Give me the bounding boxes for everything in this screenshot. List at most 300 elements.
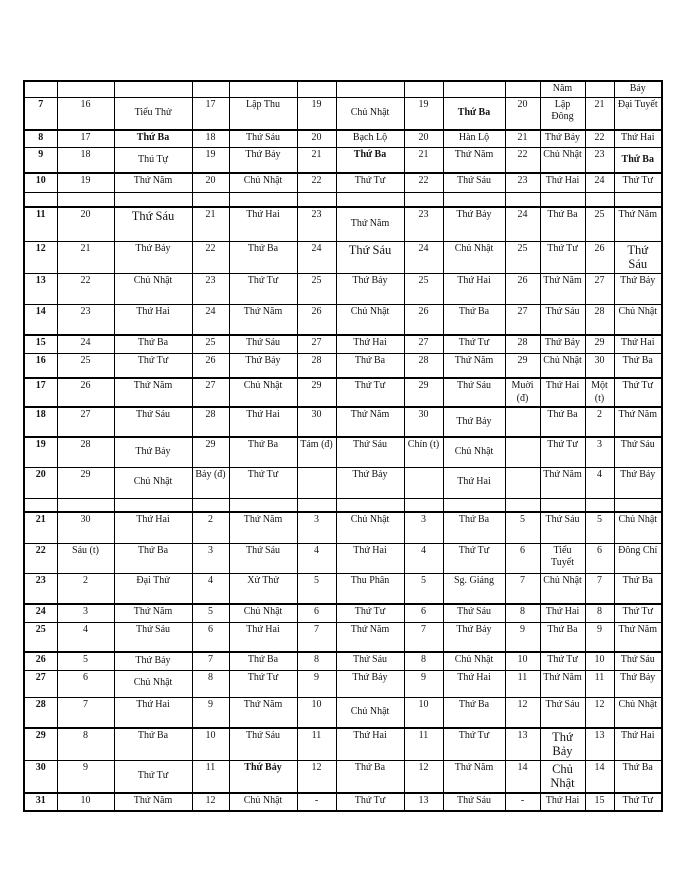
day-name-cell: Thứ Năm: [540, 670, 585, 697]
day-name-cell: Chủ Nhật: [443, 437, 505, 467]
day-name-cell: Thứ Bảy: [336, 273, 404, 304]
day-name-cell: Thứ Sáu: [443, 604, 505, 622]
date-number-cell: 5: [585, 512, 614, 543]
date-number-cell: [404, 192, 443, 207]
date-number-cell: 25: [57, 353, 114, 378]
date-number-cell: 24: [192, 304, 229, 335]
day-name-cell: [540, 192, 585, 207]
date-number-cell: 12: [192, 793, 229, 811]
table-row: [24, 130, 662, 147]
date-number-cell: [585, 498, 614, 512]
table-row: [24, 335, 662, 353]
row-number-cell: 15: [24, 335, 57, 353]
day-name-cell: Chủ Nhật: [114, 273, 192, 304]
day-name-cell: Thứ Sáu: [229, 130, 297, 147]
day-name-cell: Thứ Ba: [614, 353, 662, 378]
day-name-cell: Thứ Bảy: [229, 147, 297, 173]
row-number-cell: 17: [24, 378, 57, 407]
date-number-cell: 23: [404, 207, 443, 241]
day-name-cell: Thứ Năm: [229, 697, 297, 728]
day-name-cell: Chủ Nhật: [540, 147, 585, 173]
day-name-cell: Thứ Năm: [443, 353, 505, 378]
day-name-cell: Thứ Hai: [443, 273, 505, 304]
table-row: [24, 543, 662, 573]
date-number-cell: 25: [505, 241, 540, 273]
day-name-cell: Thứ Bảy: [540, 728, 585, 760]
day-name-cell: Thứ Ba: [540, 407, 585, 437]
day-name-cell: Thứ Tư: [336, 793, 404, 811]
date-number-cell: 24: [505, 207, 540, 241]
day-name-cell: Thứ Ba: [614, 760, 662, 792]
date-number-cell: 26: [57, 378, 114, 407]
date-number-cell: 4: [585, 467, 614, 498]
date-number-cell: [297, 467, 336, 498]
day-name-cell: Chủ Nhật: [114, 670, 192, 697]
day-name-cell: Chủ Nhật: [614, 304, 662, 335]
day-name-cell: Thứ Tư: [540, 241, 585, 273]
day-name-cell: Thứ Sáu: [114, 622, 192, 652]
date-number-cell: 3: [404, 512, 443, 543]
row-number-cell: 24: [24, 604, 57, 622]
date-number-cell: 17: [57, 130, 114, 147]
day-name-cell: Thứ Ba: [443, 97, 505, 130]
day-name-cell: Thứ Sáu: [229, 335, 297, 353]
table-row: [24, 437, 662, 467]
day-name-cell: Thứ Bảy: [229, 760, 297, 792]
day-name-cell: Thứ Hai: [443, 467, 505, 498]
date-number-cell: 9: [585, 622, 614, 652]
day-name-cell: Thứ Sáu: [443, 378, 505, 407]
row-number-cell: [24, 192, 57, 207]
date-number-cell: 7: [192, 652, 229, 670]
day-name-cell: Thứ Hai: [540, 604, 585, 622]
day-name-cell: [114, 192, 192, 207]
day-name-cell: [229, 192, 297, 207]
date-number-cell: 27: [505, 304, 540, 335]
day-name-cell: Thứ Ba: [114, 543, 192, 573]
table-row: [24, 97, 662, 130]
day-name-cell: [443, 81, 505, 97]
day-name-cell: Thứ Tư: [614, 378, 662, 407]
date-number-cell: Một (t): [585, 378, 614, 407]
date-number-cell: 28: [505, 335, 540, 353]
row-number-cell: 21: [24, 512, 57, 543]
day-name-cell: Tiểu Tuyết: [540, 543, 585, 573]
day-name-cell: Thứ Năm: [540, 467, 585, 498]
date-number-cell: 7: [404, 622, 443, 652]
date-number-cell: [57, 498, 114, 512]
date-number-cell: 13: [585, 728, 614, 760]
date-number-cell: 20: [57, 207, 114, 241]
day-name-cell: Thứ Hai: [614, 335, 662, 353]
day-name-cell: Thứ Sáu: [443, 793, 505, 811]
day-name-cell: Thứ Hai: [114, 697, 192, 728]
day-name-cell: Thứ Bảy: [443, 622, 505, 652]
day-name-cell: Tiểu Thử: [114, 97, 192, 130]
date-number-cell: 6: [585, 543, 614, 573]
day-name-cell: Thu Phân: [336, 573, 404, 604]
table-row: [24, 378, 662, 407]
date-number-cell: 23: [297, 207, 336, 241]
day-name-cell: Thứ Tư: [336, 604, 404, 622]
day-name-cell: Chủ Nhật: [540, 760, 585, 792]
date-number-cell: [505, 407, 540, 437]
date-number-cell: 21: [505, 130, 540, 147]
date-number-cell: 6: [57, 670, 114, 697]
date-number-cell: 5: [404, 573, 443, 604]
day-name-cell: Đông Chí: [614, 543, 662, 573]
date-number-cell: 14: [585, 760, 614, 792]
day-name-cell: Năm: [540, 81, 585, 97]
day-name-cell: [114, 81, 192, 97]
day-name-cell: Thứ Bảy: [114, 437, 192, 467]
date-number-cell: 16: [57, 97, 114, 130]
day-name-cell: Thứ Tư: [336, 173, 404, 192]
date-number-cell: [505, 467, 540, 498]
day-name-cell: Thứ Ba: [614, 147, 662, 173]
date-number-cell: [505, 81, 540, 97]
date-number-cell: 21: [297, 147, 336, 173]
date-number-cell: 23: [57, 304, 114, 335]
day-name-cell: Thứ Hai: [114, 512, 192, 543]
date-number-cell: 28: [192, 407, 229, 437]
date-number-cell: Tám (đ): [297, 437, 336, 467]
day-name-cell: Thứ Sáu: [229, 728, 297, 760]
date-number-cell: 26: [585, 241, 614, 273]
day-name-cell: Thứ Hai: [229, 207, 297, 241]
date-number-cell: 21: [192, 207, 229, 241]
date-number-cell: 14: [505, 760, 540, 792]
day-name-cell: Thứ Sáu: [540, 697, 585, 728]
date-number-cell: 21: [404, 147, 443, 173]
date-number-cell: [505, 498, 540, 512]
date-number-cell: 6: [505, 543, 540, 573]
table-row: [24, 652, 662, 670]
day-name-cell: Thứ Ba: [614, 573, 662, 604]
date-number-cell: 13: [505, 728, 540, 760]
date-number-cell: 7: [297, 622, 336, 652]
date-number-cell: 4: [192, 573, 229, 604]
date-number-cell: 25: [585, 207, 614, 241]
table-row: [24, 512, 662, 543]
date-number-cell: [505, 437, 540, 467]
day-name-cell: Thứ Sáu: [540, 512, 585, 543]
header-row: [24, 81, 662, 97]
day-name-cell: Thứ Tư: [114, 760, 192, 792]
date-number-cell: 24: [585, 173, 614, 192]
table-row: [24, 147, 662, 173]
date-number-cell: -: [505, 793, 540, 811]
date-number-cell: 22: [297, 173, 336, 192]
date-number-cell: 13: [404, 793, 443, 811]
date-number-cell: 20: [505, 97, 540, 130]
day-name-cell: Thứ Bảy: [540, 335, 585, 353]
date-number-cell: 30: [404, 407, 443, 437]
row-number-cell: 23: [24, 573, 57, 604]
day-name-cell: Thứ Tư: [614, 604, 662, 622]
date-number-cell: [57, 192, 114, 207]
day-name-cell: Thứ Bảy: [229, 353, 297, 378]
day-name-cell: Thứ Hai: [614, 130, 662, 147]
table-row: [24, 273, 662, 304]
day-name-cell: Chủ Nhật: [336, 304, 404, 335]
row-number-cell: 7: [24, 97, 57, 130]
date-number-cell: 12: [297, 760, 336, 792]
row-number-cell: 11: [24, 207, 57, 241]
date-number-cell: 22: [505, 147, 540, 173]
day-name-cell: Thứ Tư: [229, 273, 297, 304]
row-number-cell: 31: [24, 793, 57, 811]
date-number-cell: [297, 498, 336, 512]
date-number-cell: 22: [57, 273, 114, 304]
day-name-cell: Thú Tự: [114, 147, 192, 173]
date-number-cell: 9: [404, 670, 443, 697]
date-number-cell: 24: [297, 241, 336, 273]
day-name-cell: Thứ Bảy: [540, 130, 585, 147]
day-name-cell: Thứ Ba: [336, 147, 404, 173]
day-name-cell: Thứ Hai: [540, 378, 585, 407]
day-name-cell: [614, 498, 662, 512]
date-number-cell: 24: [57, 335, 114, 353]
date-number-cell: 6: [297, 604, 336, 622]
date-number-cell: [585, 81, 614, 97]
date-number-cell: 29: [57, 467, 114, 498]
day-name-cell: Thứ Ba: [540, 622, 585, 652]
date-number-cell: 4: [404, 543, 443, 573]
day-name-cell: Lập Thu: [229, 97, 297, 130]
date-number-cell: 11: [192, 760, 229, 792]
date-number-cell: 20: [192, 173, 229, 192]
row-number-cell: [24, 81, 57, 97]
date-number-cell: 21: [585, 97, 614, 130]
row-number-cell: 8: [24, 130, 57, 147]
date-number-cell: 8: [505, 604, 540, 622]
date-number-cell: 5: [57, 652, 114, 670]
date-number-cell: 17: [192, 97, 229, 130]
date-number-cell: 12: [505, 697, 540, 728]
date-number-cell: [192, 498, 229, 512]
date-number-cell: 10: [404, 697, 443, 728]
table-row: [24, 467, 662, 498]
day-name-cell: Thứ Bảy: [443, 207, 505, 241]
date-number-cell: 11: [297, 728, 336, 760]
date-number-cell: 27: [585, 273, 614, 304]
day-name-cell: Thứ Ba: [336, 353, 404, 378]
date-number-cell: 25: [297, 273, 336, 304]
row-number-cell: 25: [24, 622, 57, 652]
day-name-cell: Thứ Sáu: [114, 207, 192, 241]
date-number-cell: 22: [192, 241, 229, 273]
date-number-cell: 19: [57, 173, 114, 192]
table-row: [24, 304, 662, 335]
date-number-cell: 30: [297, 407, 336, 437]
day-name-cell: Chủ Nhật: [229, 604, 297, 622]
date-number-cell: 30: [585, 353, 614, 378]
day-name-cell: Thứ Sáu: [336, 652, 404, 670]
date-number-cell: 7: [585, 573, 614, 604]
day-name-cell: Đại Thử: [114, 573, 192, 604]
date-number-cell: 2: [192, 512, 229, 543]
date-number-cell: Muời (đ): [505, 378, 540, 407]
day-name-cell: Chủ Nhật: [614, 697, 662, 728]
date-number-cell: 7: [505, 573, 540, 604]
day-name-cell: Thứ Hai: [540, 793, 585, 811]
spacer-row: [24, 498, 662, 512]
day-name-cell: Thứ Sáu: [540, 304, 585, 335]
date-number-cell: 4: [57, 622, 114, 652]
date-number-cell: 6: [404, 604, 443, 622]
day-name-cell: Thứ Bảy: [114, 241, 192, 273]
date-number-cell: 26: [505, 273, 540, 304]
day-name-cell: Thứ Ba: [443, 697, 505, 728]
date-number-cell: [297, 192, 336, 207]
date-number-cell: 8: [57, 728, 114, 760]
row-number-cell: 19: [24, 437, 57, 467]
day-name-cell: Thứ Hai: [229, 407, 297, 437]
day-name-cell: Thứ Ba: [443, 512, 505, 543]
date-number-cell: 23: [192, 273, 229, 304]
day-name-cell: Thứ Ba: [114, 728, 192, 760]
day-name-cell: Thứ Sáu: [443, 173, 505, 192]
day-name-cell: Thứ Ba: [229, 241, 297, 273]
day-name-cell: Thứ Năm: [614, 207, 662, 241]
day-name-cell: Thứ Sáu: [336, 437, 404, 467]
date-number-cell: [404, 467, 443, 498]
date-number-cell: 10: [505, 652, 540, 670]
date-number-cell: 28: [585, 304, 614, 335]
day-name-cell: Thứ Năm: [114, 604, 192, 622]
row-number-cell: 28: [24, 697, 57, 728]
row-number-cell: 13: [24, 273, 57, 304]
table-row: [24, 173, 662, 192]
table-row: [24, 573, 662, 604]
date-number-cell: 24: [404, 241, 443, 273]
date-number-cell: 3: [57, 604, 114, 622]
date-number-cell: 8: [192, 670, 229, 697]
day-name-cell: Đại Tuyết: [614, 97, 662, 130]
day-name-cell: Thứ Sáu: [614, 241, 662, 273]
row-number-cell: 20: [24, 467, 57, 498]
date-number-cell: 19: [404, 97, 443, 130]
day-name-cell: Chủ Nhật: [540, 573, 585, 604]
date-number-cell: 26: [297, 304, 336, 335]
day-name-cell: Chủ Nhật: [114, 467, 192, 498]
day-name-cell: Chủ Nhật: [229, 378, 297, 407]
day-name-cell: Bảy: [614, 81, 662, 97]
table-row: [24, 604, 662, 622]
day-name-cell: Thứ Năm: [114, 378, 192, 407]
table-row: [24, 793, 662, 811]
day-name-cell: Thứ Sáu: [114, 407, 192, 437]
day-name-cell: Thứ Ba: [336, 760, 404, 792]
day-name-cell: Thứ Năm: [443, 147, 505, 173]
day-name-cell: Thứ Năm: [336, 407, 404, 437]
day-name-cell: Thứ Sáu: [336, 241, 404, 273]
day-name-cell: [336, 81, 404, 97]
day-name-cell: Thứ Bảy: [443, 407, 505, 437]
date-number-cell: 27: [404, 335, 443, 353]
calendar-table: [23, 80, 663, 812]
date-number-cell: 8: [297, 652, 336, 670]
date-number-cell: 18: [192, 130, 229, 147]
day-name-cell: Chủ Nhật: [336, 697, 404, 728]
date-number-cell: 3: [192, 543, 229, 573]
day-name-cell: Thứ Năm: [229, 512, 297, 543]
date-number-cell: 9: [192, 697, 229, 728]
table-row: [24, 353, 662, 378]
day-name-cell: Thứ Tư: [229, 467, 297, 498]
day-name-cell: Chủ Nhật: [229, 173, 297, 192]
day-name-cell: Thứ Tư: [114, 353, 192, 378]
row-number-cell: 29: [24, 728, 57, 760]
date-number-cell: 2: [585, 407, 614, 437]
date-number-cell: 25: [192, 335, 229, 353]
day-name-cell: Thứ Năm: [443, 760, 505, 792]
day-name-cell: Thứ Tư: [443, 728, 505, 760]
date-number-cell: 18: [57, 147, 114, 173]
day-name-cell: Thứ Ba: [443, 304, 505, 335]
day-name-cell: [229, 81, 297, 97]
date-number-cell: 29: [505, 353, 540, 378]
table-row: [24, 407, 662, 437]
day-name-cell: Thứ Hai: [336, 728, 404, 760]
day-name-cell: Thứ Bảy: [614, 670, 662, 697]
calendar-table-body: [24, 81, 662, 811]
date-number-cell: [57, 81, 114, 97]
row-number-cell: 27: [24, 670, 57, 697]
date-number-cell: Chín (t): [404, 437, 443, 467]
day-name-cell: Thứ Tư: [443, 335, 505, 353]
day-name-cell: Thứ Hai: [540, 173, 585, 192]
table-row: [24, 241, 662, 273]
row-number-cell: 26: [24, 652, 57, 670]
date-number-cell: 28: [404, 353, 443, 378]
row-number-cell: 14: [24, 304, 57, 335]
date-number-cell: Bảy (đ): [192, 467, 229, 498]
day-name-cell: Thứ Năm: [229, 304, 297, 335]
day-name-cell: Thứ Tư: [614, 173, 662, 192]
date-number-cell: 20: [404, 130, 443, 147]
day-name-cell: Thứ Bảy: [336, 670, 404, 697]
day-name-cell: Thứ Bảy: [336, 467, 404, 498]
date-number-cell: 3: [297, 512, 336, 543]
day-name-cell: Chủ Nhật: [540, 353, 585, 378]
day-name-cell: Thứ Hai: [114, 304, 192, 335]
day-name-cell: Thứ Năm: [114, 793, 192, 811]
date-number-cell: 22: [585, 130, 614, 147]
date-number-cell: 29: [297, 378, 336, 407]
day-name-cell: Thứ Bảy: [614, 273, 662, 304]
date-number-cell: 8: [585, 604, 614, 622]
date-number-cell: 21: [57, 241, 114, 273]
date-number-cell: 25: [404, 273, 443, 304]
date-number-cell: [192, 81, 229, 97]
day-name-cell: Thứ Hai: [443, 670, 505, 697]
day-name-cell: Thứ Hai: [614, 728, 662, 760]
day-name-cell: [336, 498, 404, 512]
date-number-cell: 10: [585, 652, 614, 670]
date-number-cell: 28: [297, 353, 336, 378]
date-number-cell: 5: [192, 604, 229, 622]
row-number-cell: 10: [24, 173, 57, 192]
day-name-cell: Thứ Năm: [336, 622, 404, 652]
date-number-cell: 20: [297, 130, 336, 147]
date-number-cell: 28: [57, 437, 114, 467]
date-number-cell: 27: [297, 335, 336, 353]
day-name-cell: Thứ Tư: [540, 652, 585, 670]
date-number-cell: 23: [505, 173, 540, 192]
day-name-cell: Thứ Năm: [614, 407, 662, 437]
